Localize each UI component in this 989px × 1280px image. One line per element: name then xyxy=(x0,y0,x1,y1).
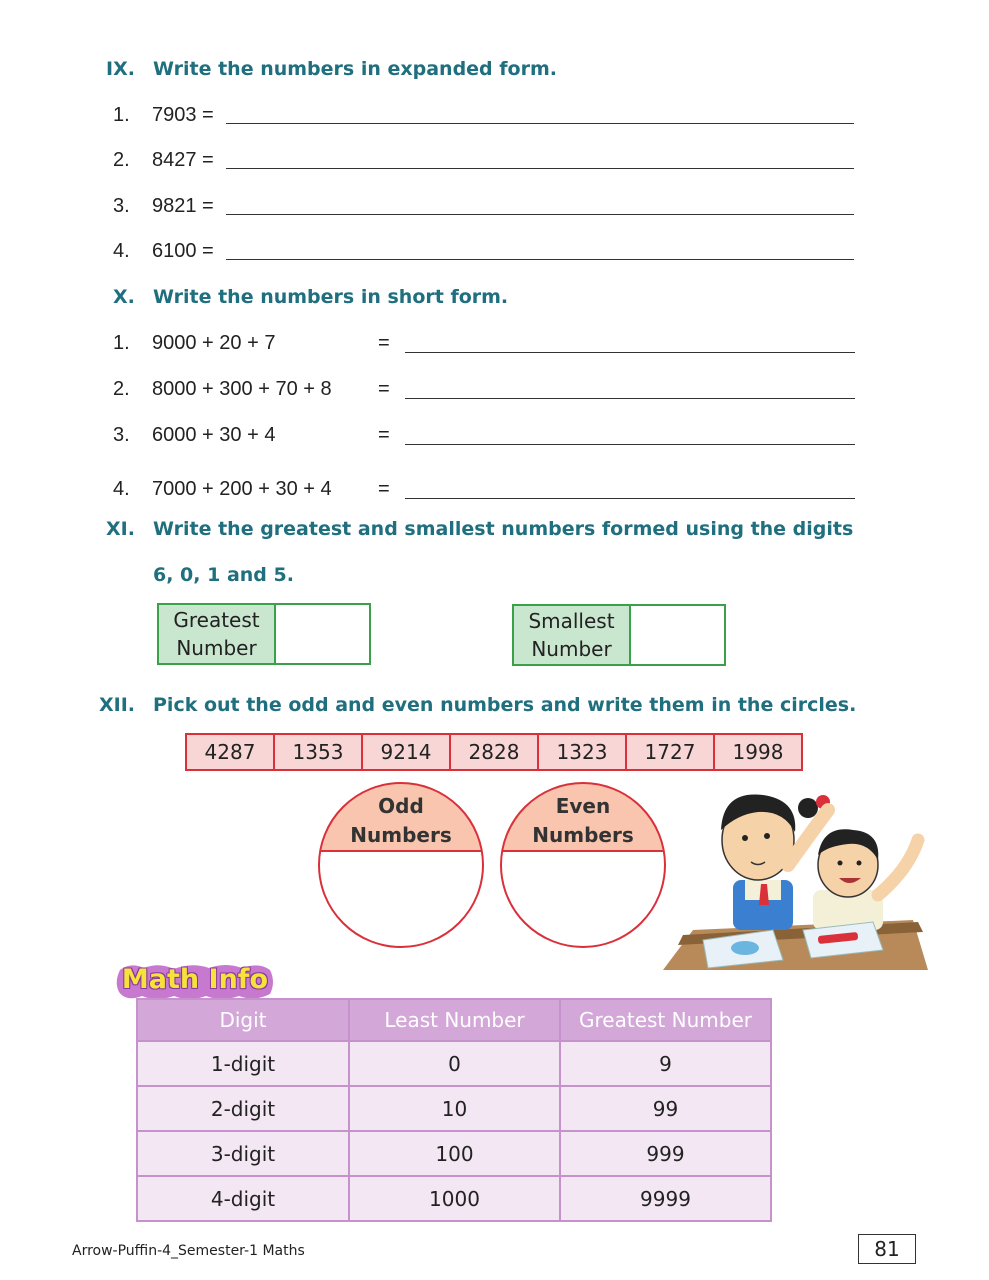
table-cell: 1000 xyxy=(349,1176,560,1221)
table-header: Greatest Number xyxy=(560,999,771,1041)
table-cell: 0 xyxy=(349,1041,560,1086)
answer-blank[interactable] xyxy=(405,352,855,353)
table-cell: 100 xyxy=(349,1131,560,1176)
list-item-number: 4. xyxy=(113,240,130,262)
math-info-title: Math Info xyxy=(121,964,269,995)
answer-blank[interactable] xyxy=(405,498,855,499)
number-strip xyxy=(185,733,803,771)
list-item-number: 4. xyxy=(113,478,130,500)
smallest-number-answer[interactable] xyxy=(631,606,724,664)
table-header: Least Number xyxy=(349,999,560,1041)
section-12-number: XII. xyxy=(99,694,136,716)
list-item-text: 7000 + 200 + 30 + 4 xyxy=(152,478,332,500)
table-row xyxy=(137,1086,771,1131)
table-cell: 10 xyxy=(349,1086,560,1131)
table-row xyxy=(137,1131,771,1176)
list-item-text: 6000 + 30 + 4 xyxy=(152,424,276,446)
list-item-text: 8427 = xyxy=(152,149,214,171)
section-9-heading xyxy=(106,58,557,80)
table-header-row xyxy=(137,999,771,1041)
table-cell: 3-digit xyxy=(137,1131,349,1176)
table-row xyxy=(137,1176,771,1221)
smallest-number-label xyxy=(514,606,631,664)
footer-book-title: Arrow-Puffin-4_Semester-1 Maths xyxy=(72,1243,305,1259)
number-cell: 2828 xyxy=(451,735,539,769)
table-cell: 9 xyxy=(560,1041,771,1086)
equals-sign: = xyxy=(378,478,390,500)
list-item-text: 8000 + 300 + 70 + 8 xyxy=(152,378,332,400)
label-line: Number xyxy=(531,637,612,661)
number-cell: 1353 xyxy=(275,735,363,769)
list-item-text: 6100 = xyxy=(152,240,214,262)
table-cell: 999 xyxy=(560,1131,771,1176)
table-cell: 4-digit xyxy=(137,1176,349,1221)
number-cell: 4287 xyxy=(187,735,275,769)
equals-sign: = xyxy=(378,424,390,446)
table-cell: 1-digit xyxy=(137,1041,349,1086)
list-item-number: 2. xyxy=(113,149,130,171)
label-line: Odd xyxy=(378,794,424,818)
section-9-number: IX. xyxy=(106,58,135,80)
children-illustration xyxy=(663,770,938,970)
answer-blank[interactable] xyxy=(226,168,854,169)
answer-blank[interactable] xyxy=(405,444,855,445)
list-item-number: 3. xyxy=(113,195,130,217)
label-line: Greatest xyxy=(173,608,260,632)
greatest-number-label xyxy=(159,605,276,663)
answer-blank[interactable] xyxy=(226,259,854,260)
greatest-number-box xyxy=(157,603,371,665)
label-line: Smallest xyxy=(528,609,615,633)
even-numbers-label xyxy=(513,792,653,850)
page-number: 81 xyxy=(858,1234,916,1264)
number-cell: 1323 xyxy=(539,735,627,769)
section-11-digits: 6, 0, 1 and 5. xyxy=(153,564,294,586)
section-12-title: Pick out the odd and even numbers and write them in the circles. xyxy=(153,694,857,716)
table-row xyxy=(137,1041,771,1086)
list-item-text: 7903 = xyxy=(152,104,214,126)
equals-sign: = xyxy=(378,332,390,354)
section-10-title: Write the numbers in short form. xyxy=(153,286,509,308)
equals-sign: = xyxy=(378,378,390,400)
number-cell: 1998 xyxy=(715,735,801,769)
smallest-number-box xyxy=(512,604,726,666)
odd-numbers-label xyxy=(331,792,471,850)
number-cell: 1727 xyxy=(627,735,715,769)
answer-blank[interactable] xyxy=(226,214,854,215)
number-cell: 9214 xyxy=(363,735,451,769)
list-item-text: 9000 + 20 + 7 xyxy=(152,332,276,354)
math-info-table xyxy=(136,998,772,1222)
label-line: Even xyxy=(555,794,611,818)
section-11-title: Write the greatest and smallest numbers formed using the digits xyxy=(153,518,854,540)
section-10-heading xyxy=(113,286,509,308)
table-cell: 99 xyxy=(560,1086,771,1131)
label-line: Numbers xyxy=(350,823,452,847)
greatest-number-answer[interactable] xyxy=(276,605,369,663)
label-line: Numbers xyxy=(532,823,634,847)
section-12-heading xyxy=(99,694,857,716)
table-cell: 2-digit xyxy=(137,1086,349,1131)
list-item-number: 1. xyxy=(113,104,130,126)
list-item-text: 9821 = xyxy=(152,195,214,217)
list-item-number: 3. xyxy=(113,424,130,446)
section-11-number: XI. xyxy=(106,518,135,540)
list-item-number: 2. xyxy=(113,378,130,400)
table-header: Digit xyxy=(137,999,349,1041)
label-line: Number xyxy=(176,636,257,660)
section-10-number: X. xyxy=(113,286,135,308)
table-cell: 9999 xyxy=(560,1176,771,1221)
answer-blank[interactable] xyxy=(405,398,855,399)
list-item-number: 1. xyxy=(113,332,130,354)
section-11-heading xyxy=(106,518,854,540)
answer-blank[interactable] xyxy=(226,123,854,124)
section-9-title: Write the numbers in expanded form. xyxy=(153,58,557,80)
